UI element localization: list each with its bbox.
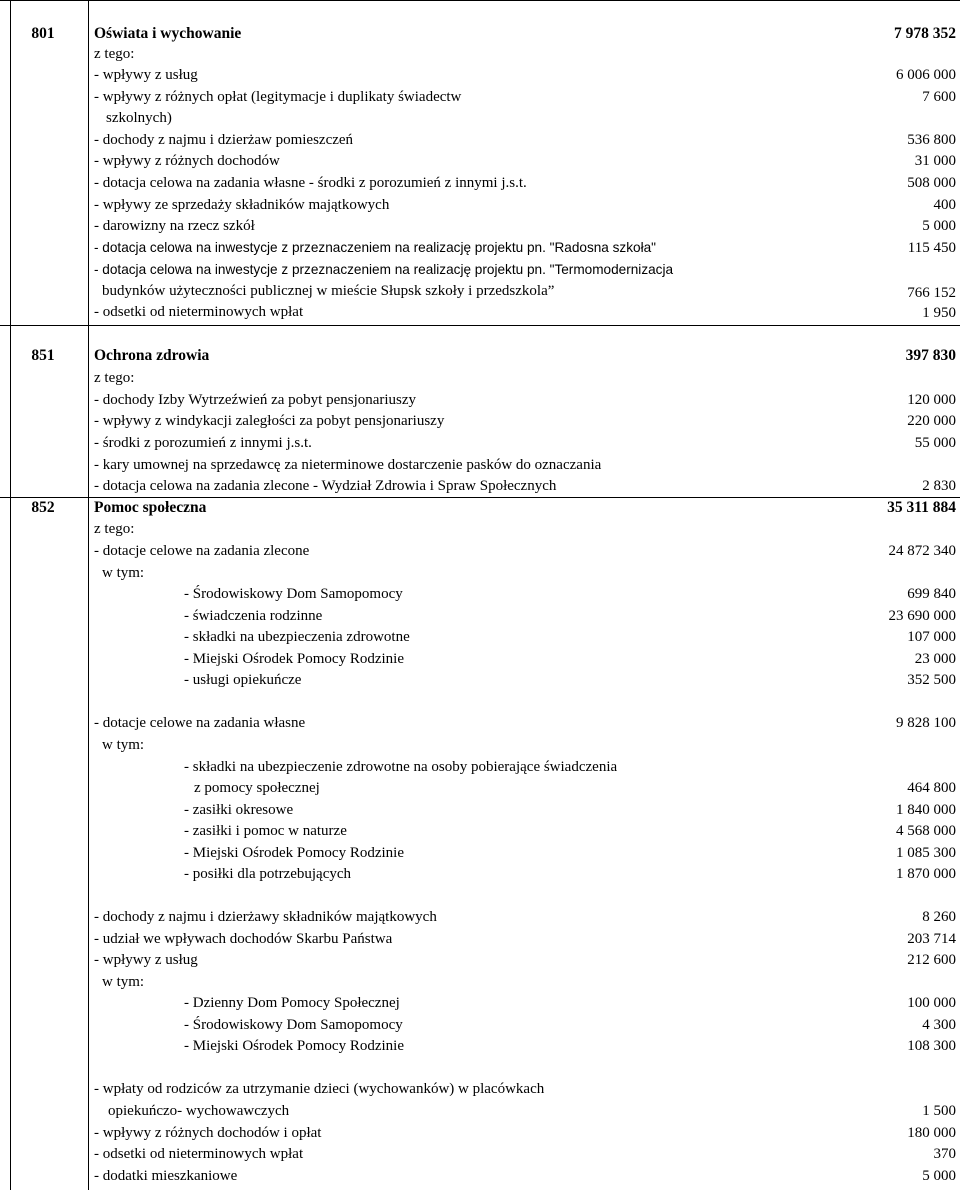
line-text: - Środowiskowy Dom Samopomocy [184, 586, 403, 602]
line-text: - darowizny na rzecz szkół [94, 218, 255, 234]
line-text: - dochody z najmu i dzierżaw pomieszczeń [94, 132, 354, 148]
section-code: 801 [31, 25, 55, 42]
line-text: - zasiłki okresowe [184, 802, 294, 818]
line-text: - składki na ubezpieczenie zdrowotne na osoby pobierające świadczenia [184, 759, 618, 775]
line-text: - dotacja celowa na inwestycje z przeznaczeniem na realizację projektu pn. "Radosna szkoła" [94, 240, 656, 255]
section-code: 851 [31, 347, 55, 364]
line-amount: 370 [933, 1146, 956, 1162]
line-text: - dotacja celowa na inwestycje z przeznaczeniem na realizację projektu pn. "Termomodernizacja [94, 262, 674, 277]
line-amount: 108 300 [907, 1038, 956, 1054]
line-amount: 23 690 000 [888, 608, 956, 624]
line-amount: 100 000 [907, 995, 956, 1011]
line-text: - posiłki dla potrzebujących [184, 866, 352, 882]
column-divider [88, 0, 89, 1190]
line-amount: 1 950 [922, 305, 956, 321]
line-amount: 7 600 [922, 89, 956, 105]
line-amount: 766 152 [907, 285, 956, 301]
section-total: 7 978 352 [894, 25, 956, 42]
line-amount: 508 000 [907, 175, 956, 191]
line-text: - dodatki mieszkaniowe [94, 1168, 238, 1184]
line-amount: 1 500 [922, 1103, 956, 1119]
line-text: budynków użyteczności publicznej w mieście Słupsk szkoły i przedszkola” [102, 283, 555, 299]
table-top-border [0, 0, 960, 1]
section-title: Ochrona zdrowia [94, 347, 210, 364]
line-text: - odsetki od nieterminowych wpłat [94, 1146, 304, 1162]
line-text: z pomocy społecznej [194, 780, 320, 796]
line-amount: 180 000 [907, 1125, 956, 1141]
section-code: 852 [31, 499, 55, 516]
line-text: - Miejski Ośrodek Pomocy Rodzinie [184, 651, 404, 667]
line-text: - dotacja celowa na zadania własne - środki z porozumień z innymi j.s.t. [94, 175, 527, 191]
line-amount: 699 840 [907, 586, 956, 602]
line-amount: 1 870 000 [896, 866, 956, 882]
line-amount: 5 000 [922, 218, 956, 234]
line-text: - zasiłki i pomoc w naturze [184, 823, 347, 839]
section-total: 397 830 [905, 347, 956, 364]
line-amount: 220 000 [907, 413, 956, 429]
line-text: - dochody Izby Wytrzeźwień za pobyt pensjonariuszy [94, 392, 417, 408]
line-text: - wpływy z windykacji zaległości za pobyt pensjonariuszy [94, 413, 445, 429]
line-amount: 31 000 [914, 153, 956, 169]
line-amount: 120 000 [907, 392, 956, 408]
line-amount: 1 085 300 [896, 845, 956, 861]
line-amount: 352 500 [907, 672, 956, 688]
line-text: w tym: [102, 737, 145, 753]
line-text: - świadczenia rodzinne [184, 608, 323, 624]
line-text: - dotacje celowe na zadania zlecone [94, 543, 310, 559]
table-left-border [10, 0, 11, 1190]
line-amount: 115 450 [907, 240, 956, 256]
line-text: - Miejski Ośrodek Pomocy Rodzinie [184, 845, 404, 861]
line-amount: 400 [933, 197, 956, 213]
line-text: opiekuńczo- wychowawczych [108, 1103, 290, 1119]
section-total: 35 311 884 [887, 499, 956, 516]
line-text: w tym: [102, 974, 145, 990]
line-amount: 107 000 [907, 629, 956, 645]
line-amount: 6 006 000 [896, 67, 956, 83]
line-text: - wpływy ze sprzedaży składników majątkowych [94, 197, 390, 213]
section-divider [0, 497, 960, 498]
line-amount: 536 800 [907, 132, 956, 148]
line-text: z tego: [94, 370, 135, 386]
line-text: - odsetki od nieterminowych wpłat [94, 304, 304, 320]
line-amount: 24 872 340 [888, 543, 956, 559]
section-divider [0, 325, 960, 326]
section-title: Oświata i wychowanie [94, 25, 242, 42]
line-amount: 4 300 [922, 1017, 956, 1033]
line-text: szkolnych) [106, 110, 172, 126]
line-amount: 203 714 [907, 931, 956, 947]
line-text: z tego: [94, 521, 135, 537]
line-amount: 9 828 100 [896, 715, 956, 731]
line-text: - składki na ubezpieczenia zdrowotne [184, 629, 410, 645]
line-text: - wpływy z różnych opłat (legitymacje i duplikaty świadectw [94, 89, 462, 105]
section-title: Pomoc społeczna [94, 499, 207, 516]
line-amount: 464 800 [907, 780, 956, 796]
line-text: - udział we wpływach dochodów Skarbu Państwa [94, 931, 393, 947]
line-text: - wpływy z usług [94, 67, 198, 83]
line-amount: 4 568 000 [896, 823, 956, 839]
line-text: - dochody z najmu i dzierżawy składników majątkowych [94, 909, 437, 925]
line-amount: 1 840 000 [896, 802, 956, 818]
line-text: - wpływy z usług [94, 952, 198, 968]
line-text: - środki z porozumień z innymi j.s.t. [94, 435, 312, 451]
line-text: - wpłaty od rodziców za utrzymanie dzieci (wychowanków) w placówkach [94, 1081, 545, 1097]
line-text: - dotacje celowe na zadania własne [94, 715, 306, 731]
line-amount: 5 000 [922, 1168, 956, 1184]
line-text: - usługi opiekuńcze [184, 672, 302, 688]
line-text: - Środowiskowy Dom Samopomocy [184, 1017, 403, 1033]
line-text: - kary umownej na sprzedawcę za nieterminowe dostarczenie pasków do oznaczania [94, 457, 602, 473]
line-text: z tego: [94, 46, 135, 62]
line-amount: 55 000 [914, 435, 956, 451]
line-text: - Dzienny Dom Pomocy Społecznej [184, 995, 400, 1011]
line-amount: 23 000 [914, 651, 956, 667]
line-amount: 8 260 [922, 909, 956, 925]
line-amount: 212 600 [907, 952, 956, 968]
line-text: w tym: [102, 565, 145, 581]
line-text: - wpływy z różnych dochodów i opłat [94, 1125, 322, 1141]
line-text: - dotacja celowa na zadania zlecone - Wydział Zdrowia i Spraw Społecznych [94, 478, 557, 494]
line-text: - Miejski Ośrodek Pomocy Rodzinie [184, 1038, 404, 1054]
line-amount: 2 830 [922, 478, 956, 494]
line-text: - wpływy z różnych dochodów [94, 153, 280, 169]
